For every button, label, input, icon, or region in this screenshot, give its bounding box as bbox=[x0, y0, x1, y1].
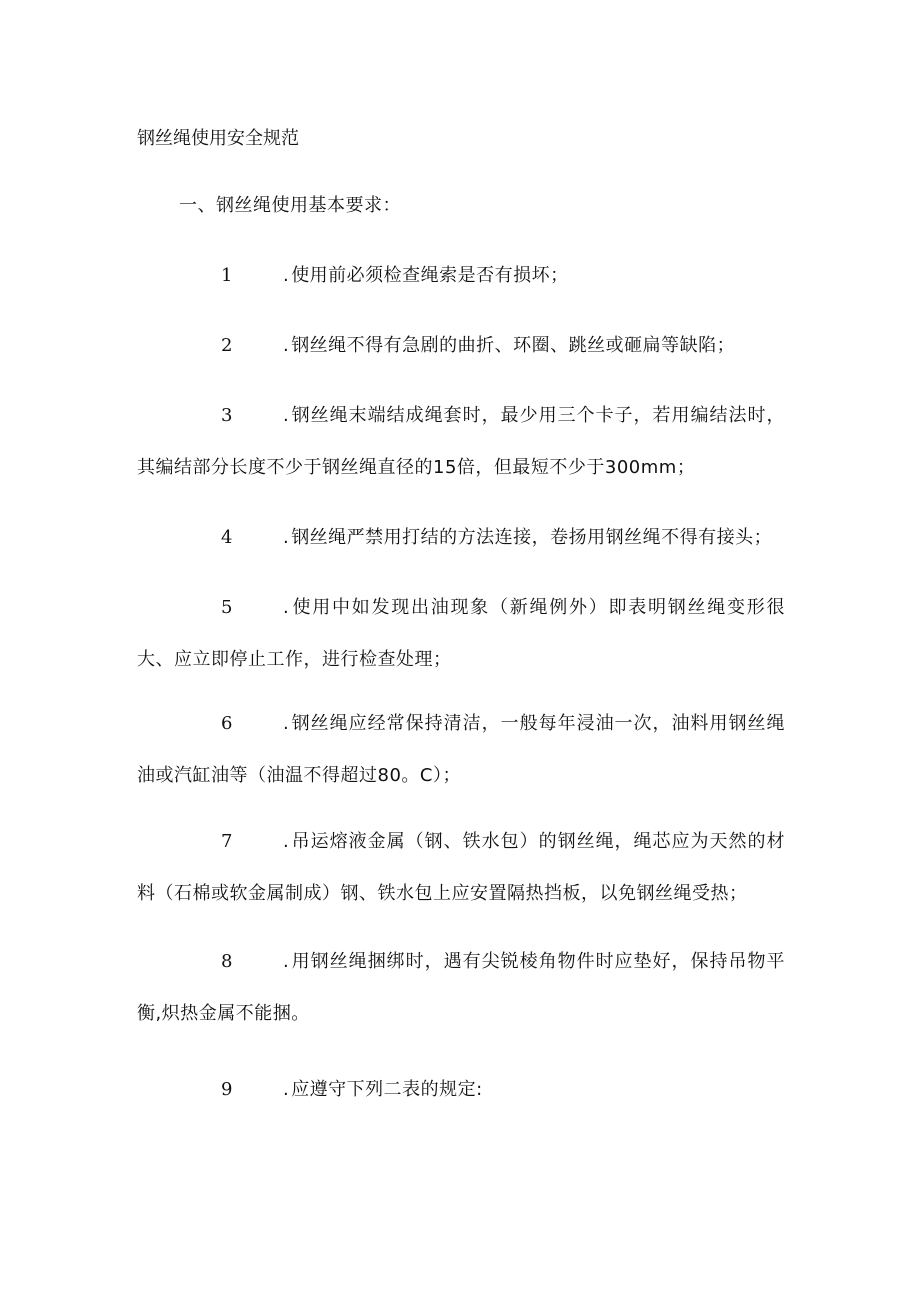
document-title: 钢丝绳使用安全规范 bbox=[137, 128, 299, 149]
item-separator: . bbox=[282, 1079, 290, 1100]
item-number: 5 bbox=[221, 597, 233, 618]
list-item bbox=[137, 936, 785, 1040]
list-item bbox=[137, 250, 785, 302]
item-text: 钢丝绳末端结成绳套时，最少用三个卡子，若用编结法时，其编结部分长度不少于钢丝绳直径的15倍，但最短不少于300mm； bbox=[137, 405, 785, 478]
item-number: 2 bbox=[221, 335, 233, 356]
item-number: 7 bbox=[221, 831, 233, 852]
item-text: 使用前必须检查绳索是否有损坏； bbox=[291, 265, 569, 286]
list-item bbox=[137, 582, 785, 686]
item-separator: . bbox=[282, 951, 290, 972]
item-number: 1 bbox=[221, 265, 233, 286]
item-separator: . bbox=[282, 527, 290, 548]
item-number: 6 bbox=[221, 713, 233, 734]
item-number: 3 bbox=[221, 405, 233, 426]
item-number: 9 bbox=[221, 1079, 233, 1100]
item-separator: . bbox=[282, 713, 290, 734]
list-item bbox=[137, 816, 785, 920]
list-item bbox=[137, 1064, 785, 1116]
item-text: 用钢丝绳捆绑时，遇有尖锐棱角物件时应垫好，保持吊物平衡,炽热金属不能捆。 bbox=[137, 951, 785, 1024]
list-item bbox=[137, 320, 785, 372]
item-separator: . bbox=[282, 265, 290, 286]
item-text: 钢丝绳严禁用打结的方法连接，卷扬用钢丝绳不得有接头； bbox=[291, 527, 773, 548]
item-text: 钢丝绳应经常保持清洁，一般每年浸油一次，油料用钢丝绳油或汽缸油等（油温不得超过80。C）； bbox=[137, 713, 785, 786]
item-separator: . bbox=[282, 597, 290, 618]
item-separator: . bbox=[282, 335, 290, 356]
item-separator: . bbox=[282, 831, 290, 852]
list-item bbox=[137, 390, 785, 494]
item-text: 使用中如发现出油现象（新绳例外）即表明钢丝绳变形很大、应立即停止工作，进行检查处理； bbox=[137, 597, 785, 670]
item-text: 应遵守下列二表的规定: bbox=[291, 1079, 483, 1100]
item-text: 钢丝绳不得有急剧的曲折、环圈、跳丝或砸扁等缺陷； bbox=[291, 335, 736, 356]
section-heading: 一、钢丝绳使用基本要求： bbox=[179, 195, 401, 216]
list-item bbox=[137, 512, 785, 564]
list-item bbox=[137, 698, 785, 802]
item-number: 8 bbox=[221, 951, 233, 972]
item-separator: . bbox=[282, 405, 290, 426]
item-text: 吊运熔液金属（钢、铁水包）的钢丝绳，绳芯应为天然的材料（石棉或软金属制成）钢、铁水包上应安置隔热挡板，以免钢丝绳受热； bbox=[137, 831, 785, 904]
item-number: 4 bbox=[221, 527, 233, 548]
